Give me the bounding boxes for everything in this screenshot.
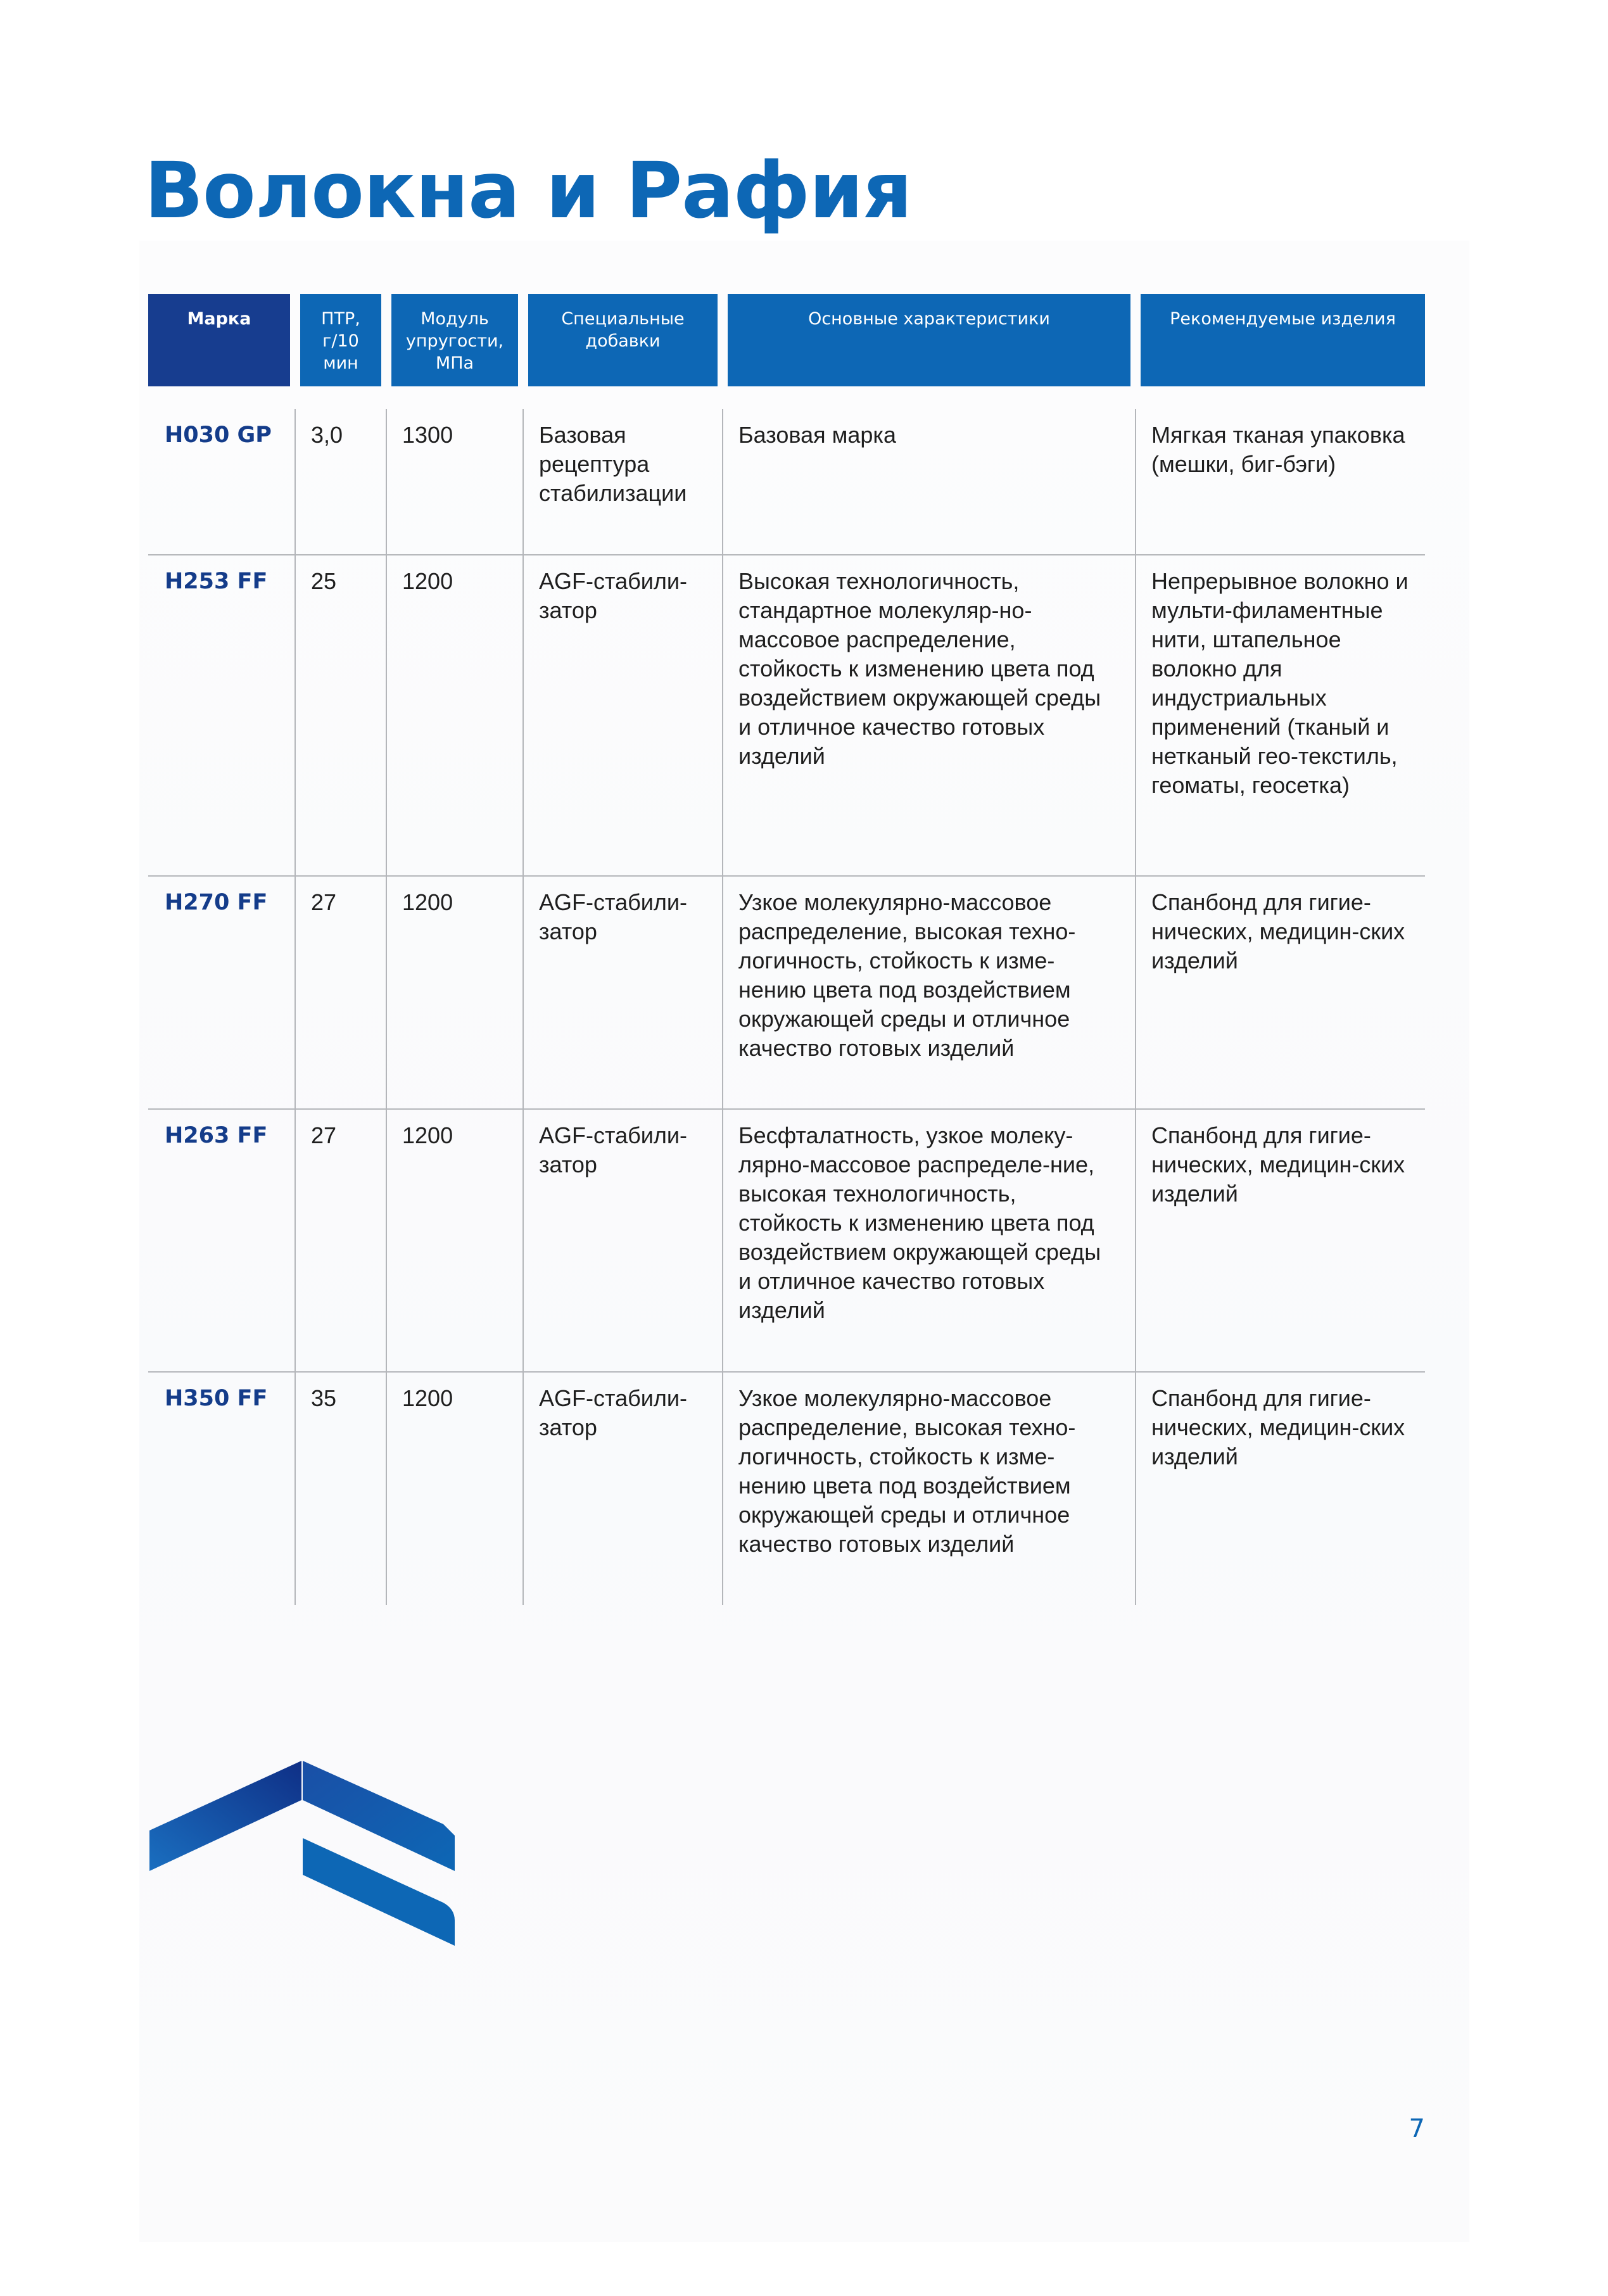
additives-cell: AGF-стабили-затор (523, 1109, 723, 1372)
characteristics-cell: Высокая технологичность, стандартное молекуляр-но-массовое распределение, стойкость к изменению цвета под воздействием окружающей среды и отличное качество готовых изделий (723, 555, 1136, 876)
modulus-cell: 1200 (386, 1372, 523, 1605)
additives-cell: Базовая рецептура стабилизации (523, 409, 723, 555)
applications-cell: Спанбонд для гигие-нических, медицин-ских изделий (1136, 1109, 1425, 1372)
grade-cell: H263 FF (165, 1123, 268, 1148)
grade-cell: H030 GP (165, 422, 272, 448)
additives-cell: AGF-стабили-затор (523, 876, 723, 1109)
page-number: 7 (1409, 2114, 1425, 2143)
characteristics-cell: Узкое молекулярно-массовое распределение, высокая техно-логичность, стойкость к изме-нению цвета под воздействием окружающей среды и отличное качество готовых изделий (723, 876, 1136, 1109)
mfr-cell: 3,0 (295, 409, 386, 555)
applications-cell: Мягкая тканая упаковка (мешки, биг-бэги) (1136, 409, 1425, 555)
mfr-cell: 27 (295, 876, 386, 1109)
header-mfr-label: ПТР, г/10 мин (300, 294, 381, 386)
grade-cell: H270 FF (165, 890, 268, 915)
header-applications-label: Рекомендуемые изделия (1141, 294, 1425, 386)
modulus-cell: 1200 (386, 876, 523, 1109)
additives-cell: AGF-стабили-затор (523, 555, 723, 876)
additives-cell: AGF-стабили-затор (523, 1372, 723, 1605)
mfr-cell: 25 (295, 555, 386, 876)
grade-cell: H350 FF (165, 1386, 268, 1411)
modulus-cell: 1200 (386, 555, 523, 876)
company-chevron-logo-icon (149, 1761, 457, 1946)
page-title: Волокна и Рафия (144, 146, 912, 236)
table-header-row (148, 291, 1425, 409)
table-row (148, 409, 1425, 555)
grade-cell: H253 FF (165, 569, 268, 594)
characteristics-cell: Узкое молекулярно-массовое распределение, высокая техно-логичность, стойкость к изме-нению цвета под воздействием окружающей среды и отличное качество готовых изделий (723, 1372, 1136, 1605)
applications-cell: Непрерывное волокно и мульти-филаментные нити, штапельное волокно для индустриальных применений (тканый и нетканый гео-текстиль, геоматы, геосетка) (1136, 555, 1425, 876)
table-row (148, 876, 1425, 1109)
header-characteristics-label: Основные характеристики (728, 294, 1130, 386)
header-grade-label: Марка (148, 294, 290, 386)
characteristics-cell: Базовая марка (723, 409, 1136, 555)
logo-left-wing (149, 1761, 301, 1871)
mfr-cell: 35 (295, 1372, 386, 1605)
header-modulus-label: Модуль упругости, МПа (391, 294, 518, 386)
mfr-cell: 27 (295, 1109, 386, 1372)
header-additives (523, 291, 723, 409)
table-row (148, 1109, 1425, 1372)
table-row (148, 555, 1425, 876)
table-row (148, 1372, 1425, 1605)
applications-cell: Спанбонд для гигие-нических, медицин-ских изделий (1136, 876, 1425, 1109)
header-applications (1136, 291, 1425, 409)
header-modulus (386, 291, 523, 409)
header-grade (148, 291, 295, 409)
characteristics-cell: Бесфталатность, узкое молеку-лярно-массовое распределе-ние, высокая технологичность, стойкость к изменению цвета под воздействием окружающей среды и отличное качество готовых изделий (723, 1109, 1136, 1372)
modulus-cell: 1200 (386, 1109, 523, 1372)
header-additives-label: Специальные добавки (528, 294, 718, 386)
applications-cell: Спанбонд для гигие-нических, медицин-ских изделий (1136, 1372, 1425, 1605)
header-mfr (295, 291, 386, 409)
product-table (148, 291, 1425, 1605)
header-characteristics (723, 291, 1136, 409)
modulus-cell: 1300 (386, 409, 523, 555)
